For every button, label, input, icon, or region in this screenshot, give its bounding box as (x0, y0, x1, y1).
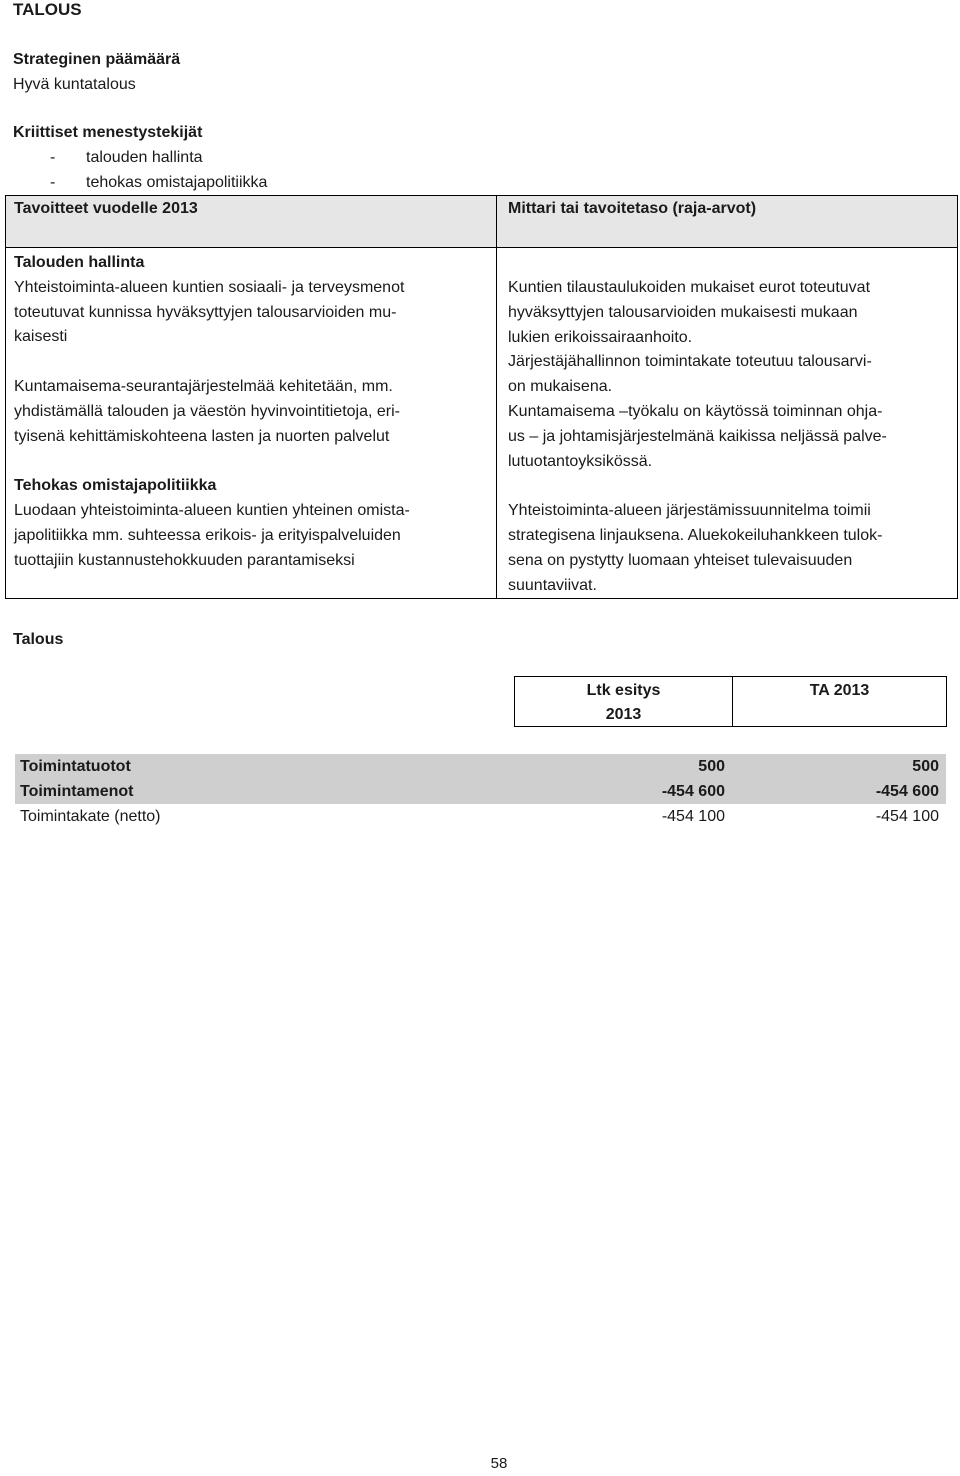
row-value-ta: 500 (912, 758, 939, 775)
success-factors-heading: Kriittiset menestystekijät (13, 124, 203, 141)
goal-title-talouden-hallinta: Talouden hallinta (14, 254, 145, 271)
goal-text: Yhteistoiminta-alueen kuntien sosiaali- ja terveysmenot (14, 278, 405, 296)
success-factor-item: talouden hallinta (86, 149, 203, 166)
finance-row-expenses (15, 779, 946, 804)
finance-row-income (15, 754, 946, 779)
goal-heading: Strateginen päämäärä (13, 51, 181, 68)
metric-text: lutuotantoyksikössä. (508, 452, 653, 470)
goal-value: Hyvä kuntatalous (13, 76, 136, 93)
goal-text: japolitiikka mm. suhteessa erikois- ja erityispalveluiden (14, 526, 401, 544)
header-metrics: Mittari tai tavoitetaso (raja-arvot) (508, 200, 757, 217)
section-title: TALOUS (13, 0, 82, 19)
success-factor-bullet: - (50, 149, 56, 166)
metric-text: Järjestäjähallinnon toimintakate toteutuu talousarvi- (508, 353, 872, 371)
finance-heading: Talous (13, 631, 64, 648)
metric-text: strategisena linjauksena. Aluekokeiluhankkeen tulok- (508, 526, 883, 544)
metric-text: on mukaisena. (508, 378, 613, 396)
row-label: Toimintatuotot (20, 758, 131, 775)
finance-col-header-ltk (514, 676, 733, 727)
page-number: 58 (490, 1455, 508, 1472)
metric-text: suuntaviivat. (508, 576, 597, 594)
col-header-ltk-line2: 2013 (605, 706, 642, 723)
goals-left-column (14, 251, 410, 573)
goal-title-tehokas-omistajapolitiikka: Tehokas omistajapolitiikka (14, 477, 217, 495)
row-label: Toimintamenot (20, 783, 134, 800)
finance-row-net (15, 804, 946, 829)
row-label: Toimintakate (netto) (20, 808, 161, 825)
goals-table (5, 195, 958, 599)
row-value-ta: -454 600 (875, 783, 939, 800)
col-header-ta: TA 2013 (809, 682, 870, 699)
row-value-ta: -454 100 (875, 808, 939, 825)
metric-text: sena on pystytty luomaan yhteiset tulevaisuuden (508, 551, 853, 569)
goal-text: toteutuvat kunnissa hyväksyttyjen talousarvioiden mu- (14, 303, 397, 321)
finance-col-header-ta (732, 676, 947, 727)
metric-text: lukien erikoissairaanhoito. (508, 328, 693, 346)
metric-text: Yhteistoiminta-alueen järjestämissuunnitelma toimii (508, 502, 871, 520)
goal-text: kaisesti (14, 328, 68, 346)
metric-text: hyväksyttyjen talousarvioiden mukaisesti mukaan (508, 303, 858, 321)
metric-text: Kuntamaisema –työkalu on käytössä toiminnan ohja- (508, 402, 883, 420)
goal-text: yhdistämällä talouden ja väestön hyvinvointitietoja, eri- (14, 402, 400, 420)
col-header-ltk-line1: Ltk esitys (586, 682, 661, 699)
header-goals: Tavoitteet vuodelle 2013 (14, 200, 198, 217)
row-value-ltk: -454 600 (661, 783, 725, 800)
goals-right-column (508, 276, 887, 598)
goal-text: Luodaan yhteistoiminta-alueen kuntien yhteinen omista- (14, 501, 410, 519)
success-factor-item: tehokas omistajapolitiikka (86, 174, 268, 191)
goal-text: Kuntamaisema-seurantajärjestelmää kehitetään, mm. (14, 377, 393, 395)
row-value-ltk: 500 (698, 758, 725, 775)
metric-text: us – ja johtamisjärjestelmänä kaikissa neljässä palve- (508, 427, 887, 445)
row-value-ltk: -454 100 (661, 808, 725, 825)
goal-text: tuottajiin kustannustehokkuuden parantamiseksi (14, 551, 355, 569)
goals-table-header (6, 196, 957, 248)
goal-text: tyisenä kehittämiskohteena lasten ja nuorten palvelut (14, 427, 390, 445)
metric-text: Kuntien tilaustaulukoiden mukaiset eurot toteutuvat (508, 279, 871, 296)
column-divider (496, 196, 497, 598)
success-factor-bullet: - (50, 174, 56, 191)
